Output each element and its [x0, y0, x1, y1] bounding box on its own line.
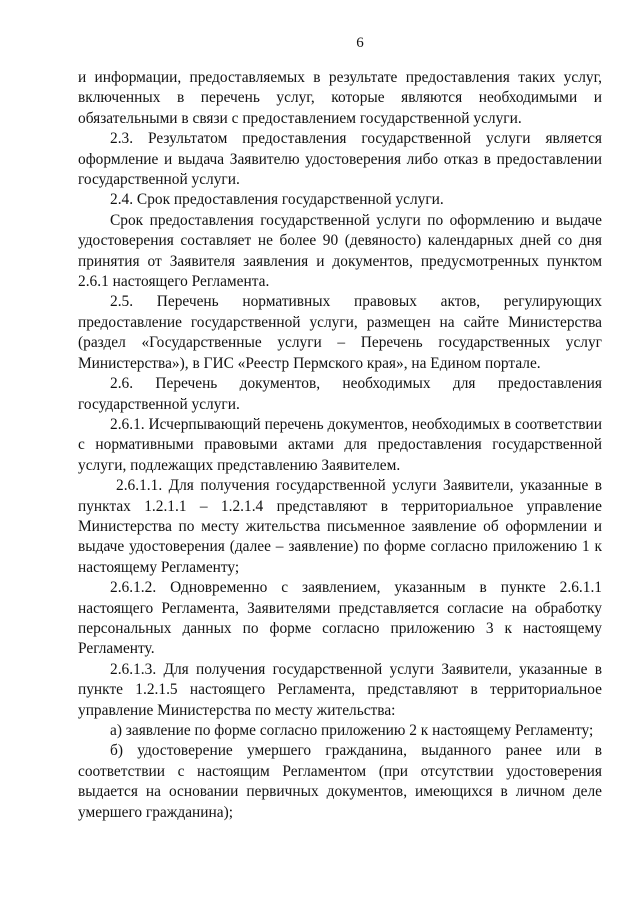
page-number: 6	[356, 35, 364, 51]
paragraph-2-6: 2.6. Перечень документов, необходимых для предоставления государственной услуги.	[78, 375, 602, 413]
paragraph-2-4: 2.4. Срок предоставления государственной услуги.	[110, 191, 444, 209]
list-item-a: а) заявление по форме согласно приложению 2 к настоящему Регламенту;	[110, 722, 594, 739]
paragraph-2-6-1-1: 2.6.1.1. Для получения государственной услуги Заявители, указанные в пунктах 1.2.1.1 – 1.2.1.4 представляют в территориальное управление Министерства по месту жительства письменное заявление об оформлении и выдаче удостоверения (далее – заявление) по форме согласно приложению 1 к настоящему Регламенту;	[78, 477, 602, 576]
list-item-b: б) удостоверение умершего гражданина, выданного ранее или в соответствии с настоящим Регламентом (при отсутствии удостоверения выдается на основании первичных документов, имеющихся в личном деле умершего гражданина);	[78, 742, 602, 821]
paragraph-2-3: 2.3. Результатом предоставления государственной услуги является оформление и выдача Заявителю удостоверения либо отказ в предоставлении государственной услуги.	[78, 130, 602, 189]
paragraph-continuation: и информации, предоставляемых в результате предоставления таких услуг, включенных в перечень услуг, которые являются необходимыми и обязательными в связи с предоставлением государственной услуги.	[78, 69, 602, 127]
paragraph-term: Срок предоставления государственной услуги по оформлению и выдаче удостоверения составляет не более 90 (девяносто) календарных дней со дня принятия от Заявителя заявления и документов, предусмотренных пунктом 2.6.1 настоящего Регламента.	[78, 211, 602, 291]
paragraph-2-6-1-2: 2.6.1.2. Одновременно с заявлением, указанным в пункте 2.6.1.1 настоящего Регламента, Заявителями представляется согласие на обработку персональных данных по форме согласно приложению 3 к настоящему Регламенту.	[78, 579, 602, 658]
paragraph-2-6-1-3: 2.6.1.3. Для получения государственной услуги Заявители, указанные в пункте 1.2.1.5 настоящего Регламента, представляют в территориальное управление Министерства по месту жительства:	[78, 660, 602, 719]
paragraph-2-6-1: 2.6.1. Исчерпывающий перечень документов, необходимых в соответствии с нормативными правовыми актами для предоставления государственной услуги, подлежащих представлению Заявителем.	[78, 415, 602, 474]
paragraph-2-5: 2.5. Перечень нормативных правовых актов, регулирующих предоставление государственной услуги, размещен на сайте Министерства (раздел «Государственные услуги – Перечень государственных услуг Министерства»), в ГИС «Реестр Пермского края», на Едином портале.	[78, 293, 602, 372]
